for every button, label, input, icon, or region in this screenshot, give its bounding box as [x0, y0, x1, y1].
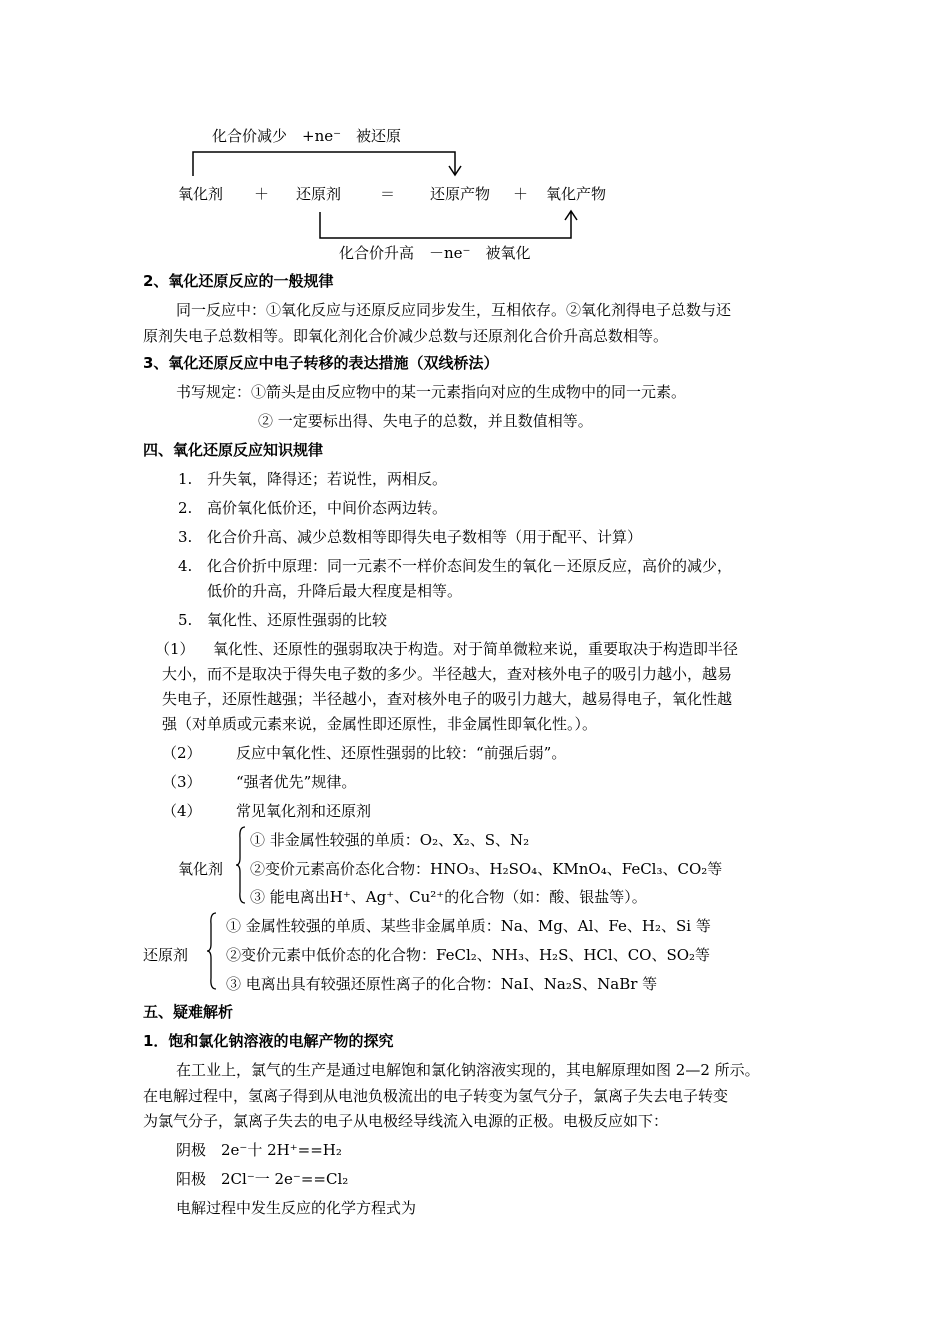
section-heading: 五、疑难解析 [143, 1003, 234, 1021]
sub-item-number: （3） [162, 773, 202, 791]
paragraph-line: 在电解过程中，氢离子得到从电池负极流出的电子转变为氢气分子，氯离子失去电子转变 [143, 1087, 729, 1105]
diagram-reductant: 还原剂 [296, 185, 342, 203]
rule-line: ② 一定要标出得、失电子的总数，并且数值相等。 [258, 412, 593, 430]
section-heading: 四、氧化还原反应知识规律 [143, 441, 324, 459]
diagram-oxidant: 氧化剂 [178, 185, 224, 203]
list-item-number: 3. [178, 528, 193, 546]
list-item: 化合价升高、减少总数相等即得失电子数相等（用于配平、计算） [207, 528, 643, 546]
paragraph-line: 电解过程中发生反应的化学方程式为 [176, 1199, 417, 1217]
paragraph-line: 大小，而不是取决于得失电子数的多少。半径越大，查对核外电子的吸引力越小，越易 [162, 665, 733, 683]
list-item-continuation: 低价的升高，升降后最大程度是相等。 [207, 582, 463, 600]
oxidant-line: ②变价元素高价态化合物：HNO₃、H₂SO₄、KMnO₄、FeCl₃、CO₂等 [250, 860, 723, 878]
diagram-oxidation-product: 氧化产物 [546, 185, 607, 203]
section-heading: 2、氧化还原反应的一般规律 [143, 272, 334, 290]
left-brace-icon [207, 912, 217, 990]
paragraph-line: 原剂失电子总数相等。即氧化剂化合价减少总数与还原剂化合价升高总数相等。 [143, 327, 669, 345]
diagram-equals: ＝ [380, 185, 396, 203]
left-brace-icon [236, 826, 246, 904]
sub-item-text: 常见氧化剂和还原剂 [236, 802, 372, 820]
diagram-reduction-product: 还原产物 [430, 185, 491, 203]
paragraph-line: 同一反应中：①氧化反应与还原反应同步发生，互相依存。②氧化剂得电子总数与还 [176, 301, 732, 319]
rule-line: 书写规定：①箭头是由反应物中的某一元素指向对应的生成物中的同一元素。 [176, 383, 687, 401]
reductant-line: ① 金属性较强的单质、某些非金属单质：Na、Mg、Al、Fe、H₂、Si 等 [226, 917, 711, 935]
list-item: 高价氧化低价还，中间价态两边转。 [207, 499, 448, 517]
paragraph-line: 为氯气分子，氯离子失去的电子从电极经导线流入电源的正极。电极反应如下： [143, 1112, 669, 1130]
electron-transfer-diagram [0, 0, 950, 270]
sub-item-number: （4） [162, 802, 202, 820]
list-item-number: 4. [178, 557, 193, 575]
sub-item-number: （1） [155, 640, 195, 658]
oxidants-label: 氧化剂 [178, 860, 224, 878]
reductants-label: 还原剂 [143, 946, 189, 964]
list-item: 化合价折中原理：同一元素不一样价态间发生的氧化－还原反应，高价的减少， [207, 557, 733, 575]
list-item-number: 2. [178, 499, 193, 517]
sub-item-text: “强者优先”规律。 [236, 773, 357, 791]
list-item: 氧化性、还原性强弱的比较 [207, 611, 388, 629]
sub-item-text: 反应中氧化性、还原性强弱的比较：“前强后弱”。 [236, 744, 567, 762]
paragraph-line: 氧化性、还原性的强弱取决于构造。对于简单微粒来说，重要取决于构造即半径 [213, 640, 739, 658]
reduction-bridge-line [193, 152, 455, 176]
reductant-line: ③ 电离出具有较强还原性离子的化合物：NaI、Na₂S、NaBr 等 [226, 975, 658, 993]
subsection-heading: 1．饱和氯化钠溶液的电解产物的探究 [143, 1032, 394, 1050]
paragraph-line: 强（对单质或元素来说，金属性即还原性，非金属性即氧化性。）。 [162, 715, 598, 733]
cathode-equation: 阴极 2e⁻十 2H⁺==H₂ [176, 1141, 342, 1159]
oxidation-bridge-line [320, 212, 571, 238]
list-item-number: 1. [178, 470, 193, 488]
diagram-bottom-label: 化合价升高 －ne⁻ 被氧化 [339, 244, 531, 262]
oxidant-line: ③ 能电离出H⁺、Ag⁺、Cu²⁺的化合物（如：酸、银盐等）。 [250, 888, 647, 906]
section-heading: 3、氧化还原反应中电子转移的表达措施（双线桥法） [143, 354, 499, 372]
list-item-number: 5. [178, 611, 193, 629]
paragraph-line: 在工业上，氯气的生产是通过电解饱和氯化钠溶液实现的，其电解原理如图 2—2 所示。 [176, 1061, 760, 1079]
anode-equation: 阳极 2Cl⁻一 2e⁻==Cl₂ [176, 1170, 349, 1188]
oxidant-line: ① 非金属性较强的单质：O₂、X₂、S、N₂ [250, 831, 530, 849]
sub-item-number: （2） [162, 744, 202, 762]
diagram-top-label: 化合价减少 +ne⁻ 被还原 [212, 127, 402, 145]
list-item: 升失氧，降得还；若说性，两相反。 [207, 470, 448, 488]
reductant-line: ②变价元素中低价态的化合物：FeCl₂、NH₃、H₂S、HCl、CO、SO₂等 [226, 946, 711, 964]
diagram-plus: ＋ [513, 185, 529, 203]
diagram-plus: ＋ [254, 185, 270, 203]
paragraph-line: 失电子，还原性越强；半径越小，查对核外电子的吸引力越大，越易得电子，氧化性越 [162, 690, 733, 708]
